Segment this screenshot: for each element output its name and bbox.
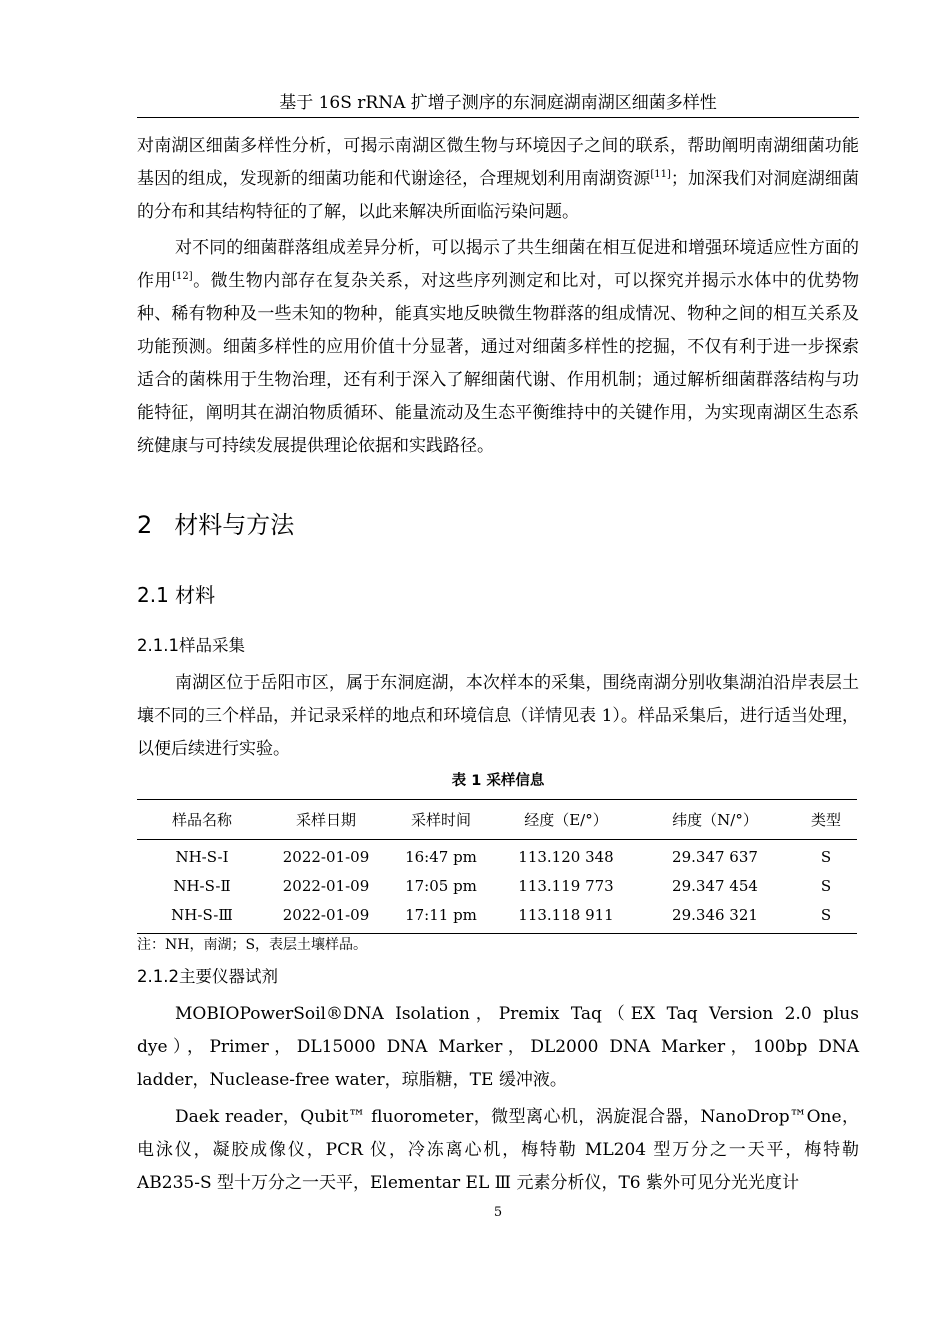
paragraph-text: 对不同的细菌群落组成差异分析，可以揭示了共生细菌在相互促进和增强环境适应性方面的作用 [137,238,859,291]
header-date: 采样日期 [295,811,356,829]
section-heading-2 [137,509,294,541]
paragraph-instruments: Daek reader，Qubit™ fluorometer，微型离心机，涡旋混合器，NanoDrop™One，电泳仪，凝胶成像仪，PCR 仪，冷冻离心机，梅特勒 ML204 型万分之一天平，梅特勒 AB235-S 型十万分之一天平，Elementar EL Ⅲ 元素分析仪，T6 紫外可见分光光度计 [137,1107,859,1193]
table-body [137,842,857,933]
cell-date: 2022-01-09 [282,905,370,924]
cell-type: S [820,876,832,895]
section-title: 材料与方法 [174,511,295,539]
sampling-table [137,799,857,934]
header-type: 类型 [810,811,841,829]
table-row [137,842,857,871]
header-time: 采样时间 [410,811,471,829]
cell-date: 2022-01-09 [282,876,370,895]
paragraph-intro [137,130,859,229]
cell-longitude: 113.119 773 [518,876,614,895]
citation-ref: [11] [650,169,671,180]
cell-latitude: 29.347 637 [672,847,758,866]
table-row [137,900,857,929]
section-heading-2-1-1: 2.1.1样品采集 [137,636,245,655]
paragraph-text: ；加深我们对洞庭湖细菌的分布和其结构特征的了解，以此来解决所面临污染问题。 [137,169,860,222]
paragraph-text: 。微生物内部存在复杂关系，对这些序列测定和比对，可以探究并揭示水体中的优势物种、稀有物种及一些未知的物种，能真实地反映微生物群落的组成情况、物种之间的相互关系及功能预测。细菌多样性的应用价值十分显著，通过对细菌多样性的挖掘，不仅有利于进一步探索适合的菌株用于生物治理，还有利于深入了解细菌代谢、作用机制；通过解析细菌群落结构与功能特征，阐明其在湖泊物质循环、能量流动及生态平衡维持中的关键作用，为实现南湖区生态系统健康与可持续发展提供理论依据和实践路径。 [137,271,860,456]
section-number: 2 [137,511,153,539]
table-row [137,871,857,900]
citation-ref: [12] [172,271,193,282]
cell-latitude: 29.346 321 [672,905,758,924]
header-longitude: 经度（E/°） [524,811,608,829]
section-heading-2-1-2: 2.1.2主要仪器试剂 [137,967,278,986]
table-note: 注：NH，南湖；S，表层土壤样品。 [137,937,368,953]
cell-time: 16:47 pm [405,847,477,866]
page-number: 5 [493,1205,503,1220]
running-header: 基于 16S rRNA 扩增子测序的东洞庭湖南湖区细菌多样性 [137,92,859,118]
cell-sample-name: NH-S-Ⅰ [175,847,229,866]
cell-sample-name: NH-S-Ⅲ [171,905,233,924]
cell-longitude: 113.118 911 [518,905,614,924]
cell-date: 2022-01-09 [282,847,370,866]
cell-sample-name: NH-S-Ⅱ [173,876,231,895]
cell-type: S [820,847,832,866]
header-latitude: 纬度（N/°） [672,811,758,829]
paragraph-text: 对南湖区细菌多样性分析，可揭示南湖区微生物与环境因子之间的联系，帮助阐明南湖细菌功能基因的组成，发现新的细菌功能和代谢途径，合理规划利用南湖资源 [137,136,859,189]
cell-time: 17:05 pm [405,876,477,895]
table-header-row [137,800,857,840]
paragraph-community [137,232,859,463]
cell-latitude: 29.347 454 [672,876,758,895]
section-heading-2-1: 2.1 材料 [137,583,216,607]
header-sample-name: 样品名称 [171,811,232,829]
paragraph-sampling: 南湖区位于岳阳市区，属于东洞庭湖，本次样本的采集，围绕南湖分别收集湖泊沿岸表层土壤不同的三个样品，并记录采样的地点和环境信息（详情见表 1）。样品采集后，进行适当处理，以便后续进行实验。 [137,673,859,759]
cell-type: S [820,905,832,924]
paragraph-reagents: MOBIOPowerSoil®DNA Isolation，Premix Taq（EX Taq Version 2.0 plus dye），Primer，DL15000 DNA Marker，DL2000 DNA Marker，100bp DNA ladder，Nuclease-free water，琼脂糖，TE 缓冲液。 [137,1004,859,1090]
table-caption: 表 1 采样信息 [451,773,545,789]
cell-longitude: 113.120 348 [518,847,614,866]
cell-time: 17:11 pm [405,905,477,924]
